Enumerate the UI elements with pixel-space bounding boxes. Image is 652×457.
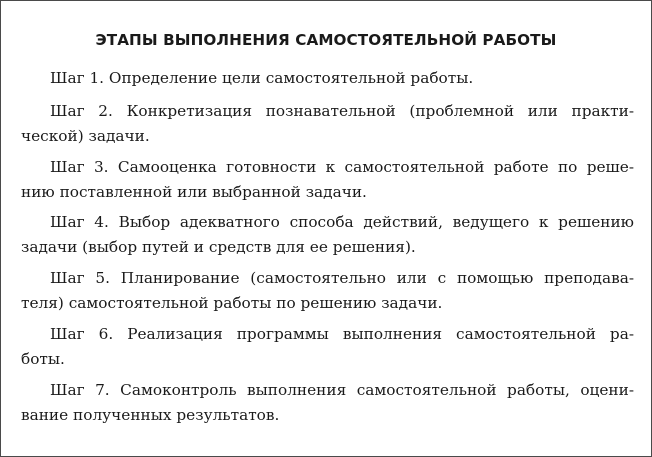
step-line: боты. — [21, 350, 65, 368]
step-6 — [21, 322, 634, 372]
step-line: ческой) задачи. — [21, 127, 150, 145]
step-2 — [21, 99, 634, 149]
step-7 — [21, 378, 634, 428]
step-line: Шаг 1. Определение цели самостоятельной работы. — [50, 69, 474, 87]
document-title: ЭТАПЫ ВЫПОЛНЕНИЯ САМОСТОЯТЕЛЬНОЙ РАБОТЫ — [95, 31, 557, 49]
step-4 — [21, 210, 634, 260]
step-line: Шаг 3. Самооценка готовности к самостоятельной работе по реше- — [50, 158, 634, 176]
step-5 — [21, 266, 634, 316]
step-line: задачи (выбор путей и средств для ее решения). — [21, 238, 416, 256]
step-line: Шаг 4. Выбор адекватного способа действий, ведущего к решению — [50, 213, 634, 231]
step-line: вание полученных результатов. — [21, 406, 280, 424]
step-line: Шаг 2. Конкретизация познавательной (проблемной или практи- — [50, 102, 634, 120]
step-line: Шаг 5. Планирование (самостоятельно или с помощью преподава- — [50, 269, 634, 287]
step-1 — [21, 66, 634, 91]
step-line: Шаг 6. Реализация программы выполнения самостоятельной ра- — [50, 325, 634, 343]
step-3 — [21, 155, 634, 205]
step-line: нию поставленной или выбранной задачи. — [21, 183, 367, 201]
step-line: Шаг 7. Самоконтроль выполнения самостоятельной работы, оцени- — [50, 381, 634, 399]
step-line: теля) самостоятельной работы по решению задачи. — [21, 294, 443, 312]
